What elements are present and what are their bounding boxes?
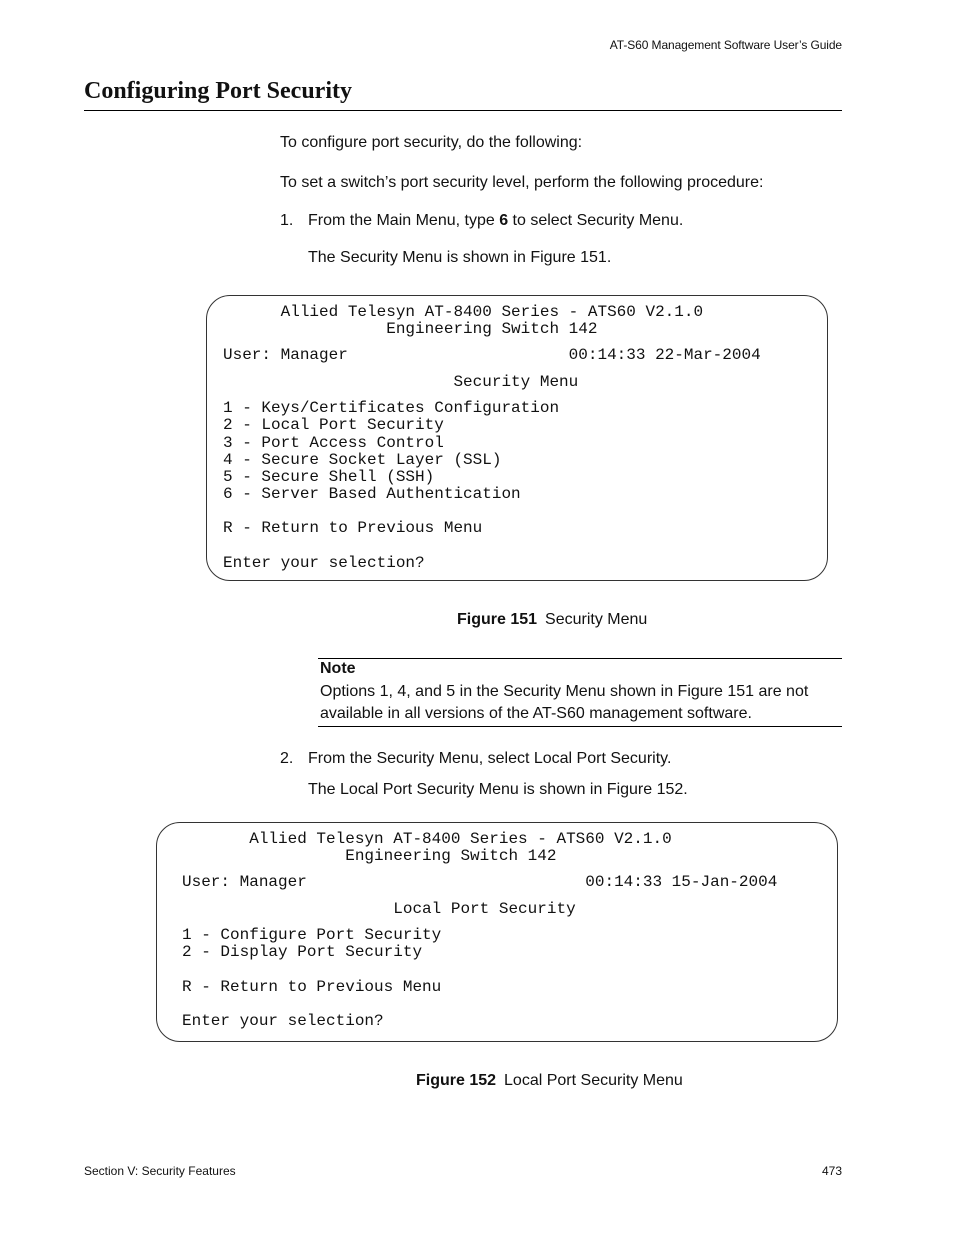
title-divider (84, 110, 842, 111)
figure-152-label: Figure 152 (416, 1072, 497, 1089)
local-port-security-terminal (156, 822, 838, 1042)
step-2-subtext: The Local Port Security Menu is shown in Figure 152. (308, 781, 688, 798)
step-1-text (308, 212, 683, 230)
note-text: Options 1, 4, and 5 in the Security Menu shown in Figure 151 are not available in all versions of the AT-S60 management software. (320, 683, 809, 722)
terminal-line: Enter your selection? (182, 1012, 384, 1030)
section-title: Configuring Port Security (84, 78, 352, 104)
terminal-line: 2 - Local Port Security (223, 416, 444, 434)
terminal-line: 1 - Configure Port Security (182, 926, 442, 944)
figure-152-caption (416, 1072, 683, 1090)
terminal-line: R - Return to Previous Menu (182, 978, 442, 996)
figure-152-caption-text: Local Port Security Menu (504, 1072, 683, 1089)
terminal-line: R - Return to Previous Menu (223, 519, 483, 537)
security-menu-terminal (206, 295, 828, 581)
terminal-line: 6 - Server Based Authentication (223, 485, 521, 503)
terminal-line: Allied Telesyn AT-8400 Series - ATS60 V2.1.0 (182, 830, 672, 848)
terminal-line: User: Manager 00:14:33 22-Mar-2004 (223, 346, 761, 364)
terminal-line: 5 - Secure Shell (SSH) (223, 468, 435, 486)
step-1-key: 6 (499, 212, 509, 229)
terminal-line: Security Menu (223, 373, 579, 391)
step-1-subtext: The Security Menu is shown in Figure 151. (308, 249, 612, 266)
terminal-line: Enter your selection? (223, 554, 425, 572)
terminal-line: 1 - Keys/Certificates Configuration (223, 399, 560, 417)
note-heading: Note (320, 660, 356, 677)
footer-section: Section V: Security Features (84, 1164, 236, 1178)
step-2-text: From the Security Menu, select Local Port Security. (308, 750, 672, 767)
page-number: 473 (821, 1164, 842, 1178)
terminal-line: User: Manager 00:14:33 15-Jan-2004 (182, 873, 778, 891)
step-2-number: 2. (280, 750, 294, 767)
terminal-line: Allied Telesyn AT-8400 Series - ATS60 V2.1.0 (223, 303, 704, 321)
step-1-text-before: From the Main Menu, type (308, 212, 500, 229)
note-top-rule (318, 658, 842, 659)
running-header: AT-S60 Management Software User’s Guide (609, 38, 842, 52)
step-1-text-after: to select Security Menu. (508, 212, 684, 229)
figure-151-caption (457, 611, 647, 629)
terminal-line: 4 - Secure Socket Layer (SSL) (223, 451, 502, 469)
terminal-line: 2 - Display Port Security (182, 943, 423, 961)
terminal-line: 3 - Port Access Control (223, 434, 444, 452)
terminal-line: Engineering Switch 142 (223, 320, 598, 338)
step-2 (0, 750, 954, 772)
intro-paragraph-2: To set a switch’s port security level, perform the following procedure: (280, 174, 764, 191)
figure-151-label: Figure 151 (457, 611, 538, 628)
step-1 (0, 212, 954, 234)
terminal-line: Local Port Security (182, 900, 576, 918)
intro-paragraph-1: To configure port security, do the following: (280, 134, 583, 151)
note-bottom-rule (318, 726, 842, 727)
figure-151-caption-text: Security Menu (545, 611, 648, 628)
step-1-number: 1. (280, 212, 294, 229)
terminal-line: Engineering Switch 142 (182, 847, 557, 865)
